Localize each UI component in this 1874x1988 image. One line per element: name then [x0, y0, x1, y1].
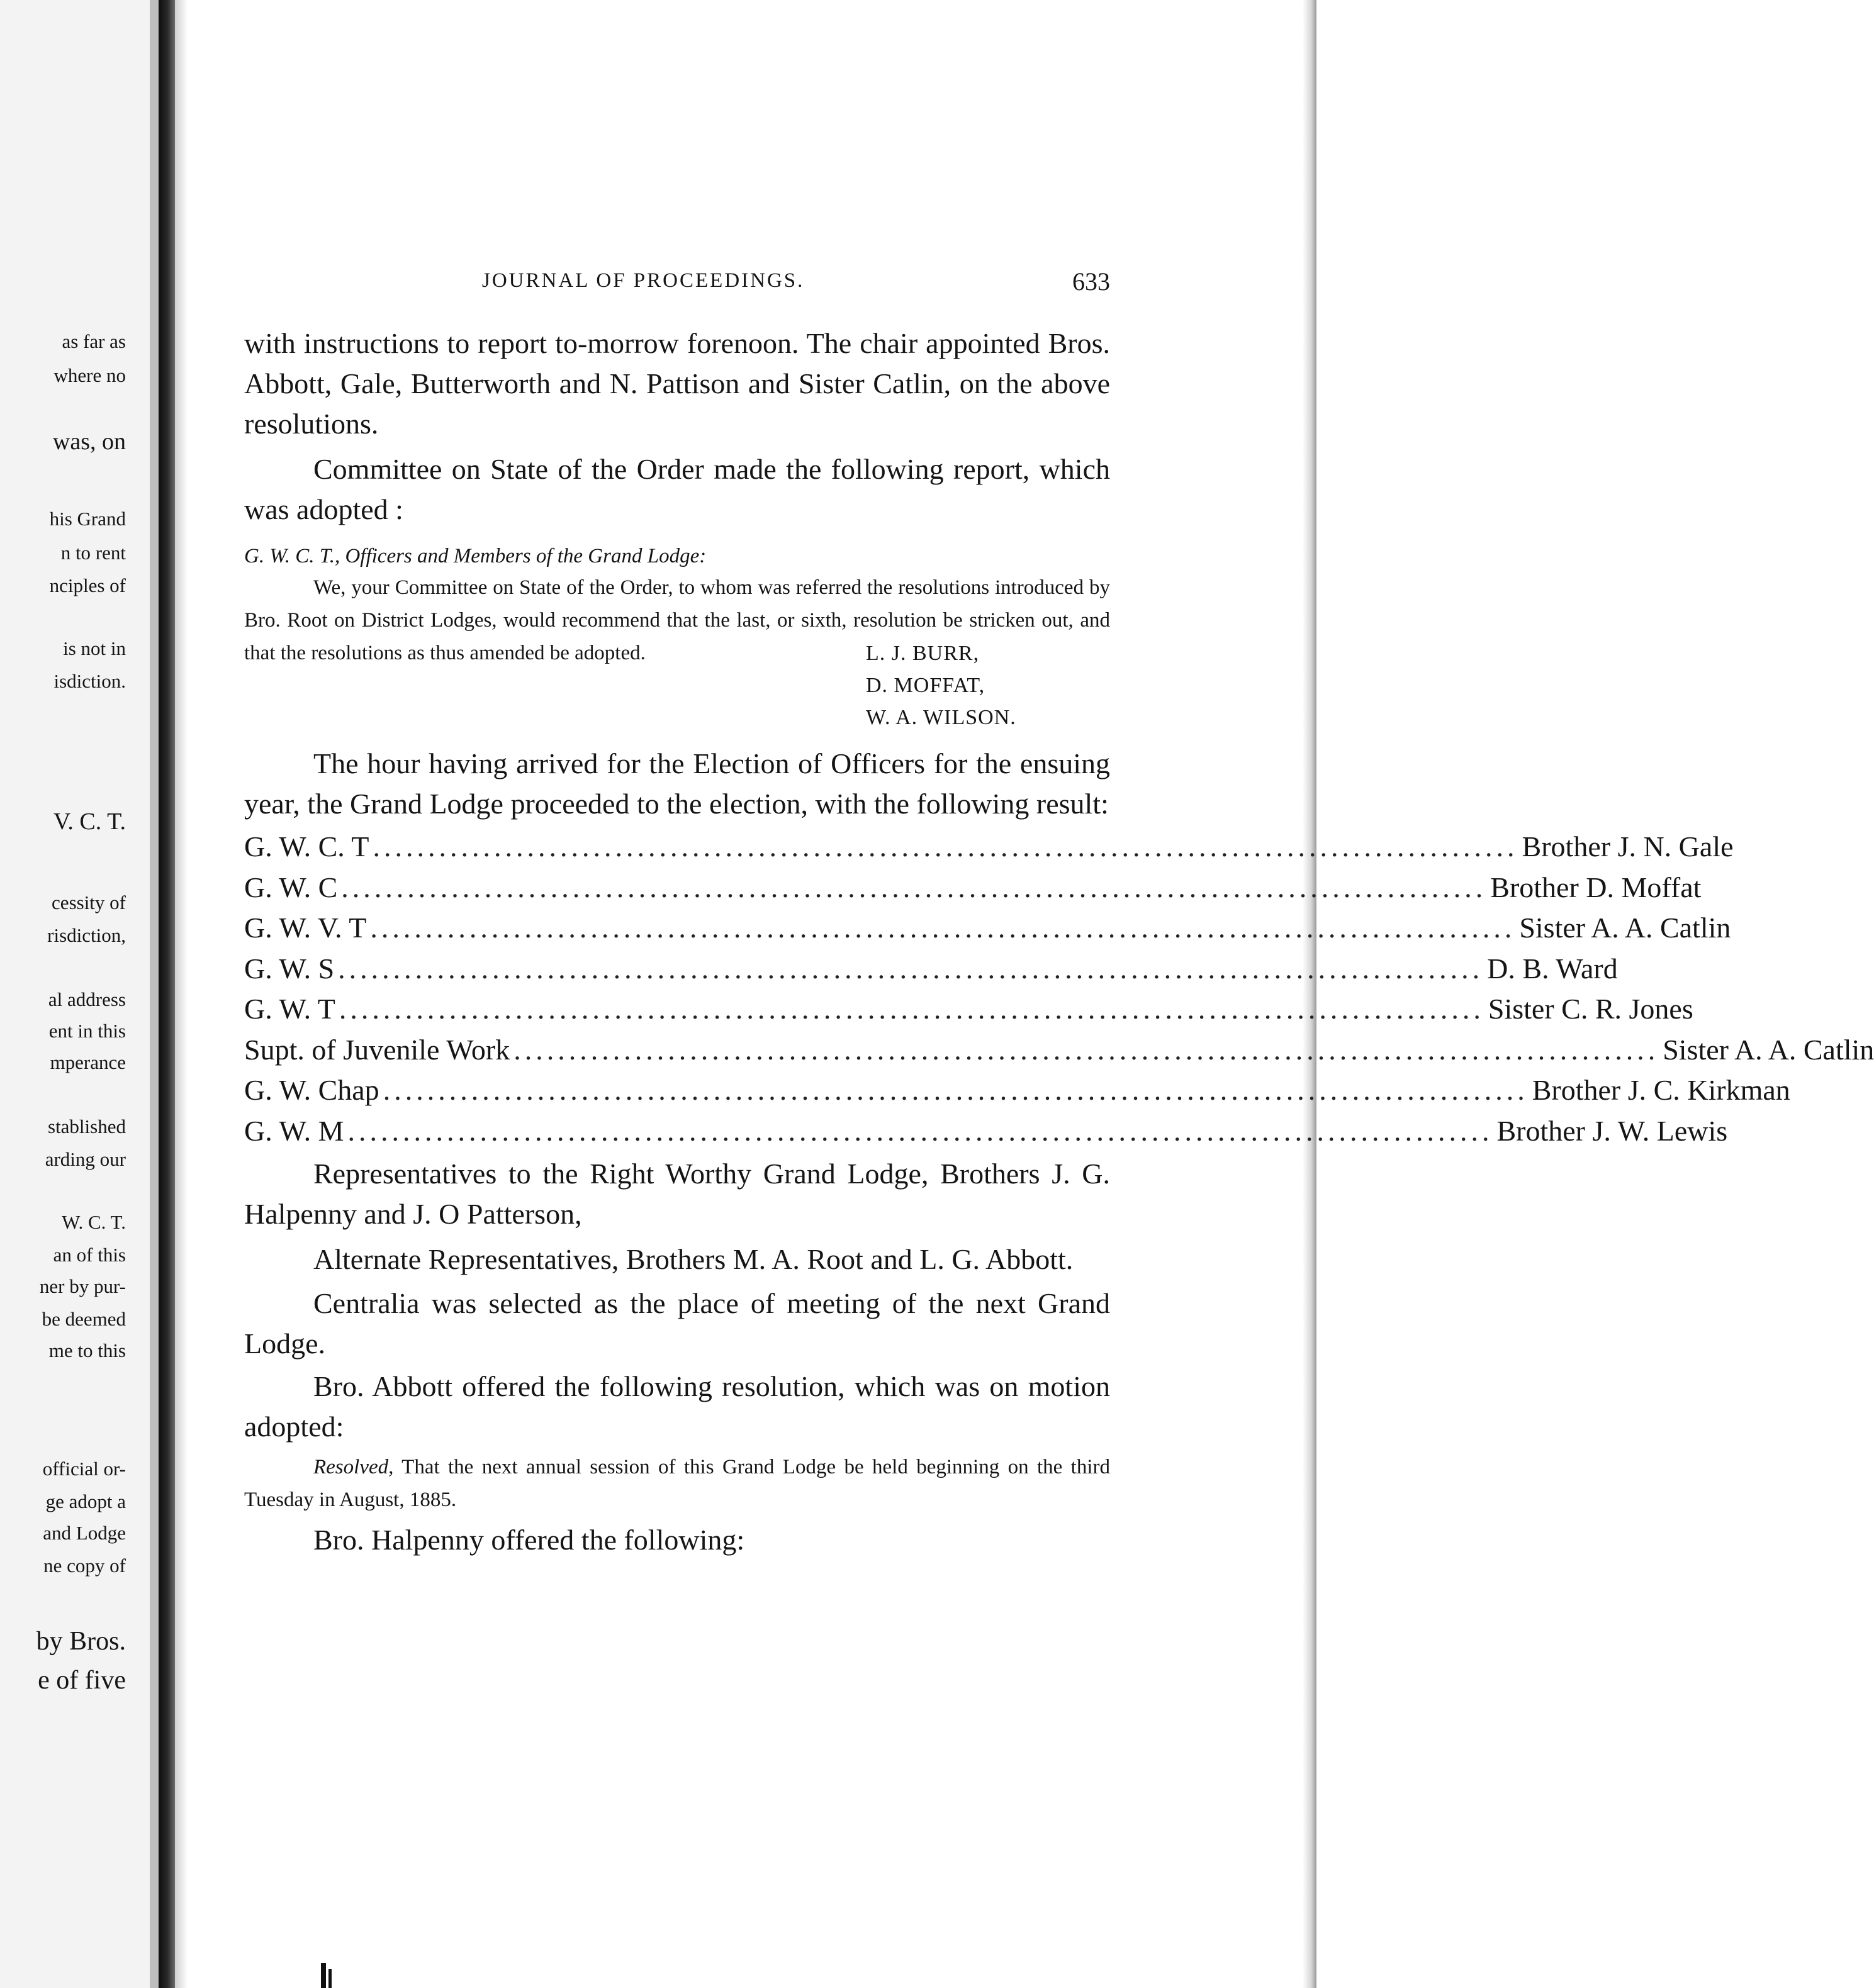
- officer-name: Sister A. A. Catlin: [1519, 912, 1731, 944]
- left-page-text-line: mperance: [50, 1051, 126, 1073]
- left-page-text-line: as far as: [62, 330, 126, 352]
- page-gutter-edge: [150, 0, 159, 1988]
- ink-mark: [321, 1963, 326, 1988]
- left-page-text-line: ne copy of: [43, 1555, 126, 1577]
- left-page-text-line: where no: [53, 364, 126, 386]
- ink-mark: [328, 1969, 332, 1988]
- officer-row: [244, 989, 1693, 1030]
- book-gutter: [159, 0, 175, 1988]
- left-page-text-line: cessity of: [52, 891, 126, 913]
- left-page-fragment: [0, 0, 159, 1988]
- officers-list: [244, 827, 1874, 1151]
- left-page-text-line: isdiction.: [53, 670, 126, 692]
- paragraph-meeting-place: Centralia was selected as the place of meeting of the next Grand Lodge.: [244, 1287, 1110, 1360]
- officer-row: [244, 949, 1618, 990]
- report-text: We, your Committee on State of the Order, to whom was referred the resolutions introduced by Bro. Root on District Lodges, would recommend that the last, or sixth, resolution be stricken out, and that the resolutions as thus amended be adopted.: [244, 576, 1110, 664]
- resolution-text: That the next annual session of this Grand Lodge be held beginning on the third Tuesday in August, 1885.: [244, 1456, 1111, 1511]
- officer-name: Sister A. A. Catlin: [1663, 1033, 1874, 1066]
- left-page-text-line: e of five: [38, 1666, 126, 1695]
- left-page-text-line: al address: [48, 988, 126, 1010]
- left-page-text-line: n to rent: [60, 542, 126, 564]
- left-page-text-line: ge adopt a: [45, 1490, 126, 1512]
- left-page-text-line: ent in this: [48, 1020, 126, 1042]
- signature-burr: L. J. BURR,: [866, 642, 980, 665]
- left-page-text-line: be deemed: [42, 1308, 126, 1330]
- left-page-text-line: nciples of: [49, 574, 126, 596]
- officer-name: Sister C. R. Jones: [1488, 993, 1693, 1025]
- paragraph-halpenny: Bro. Halpenny offered the following:: [313, 1524, 745, 1556]
- officer-title: G. W. V. T: [244, 912, 367, 944]
- officer-title: Supt. of Juvenile Work: [244, 1033, 510, 1066]
- officer-row: [244, 868, 1702, 908]
- left-page-text-line: arding our: [45, 1148, 126, 1170]
- officer-name: Brother J. W. Lewis: [1496, 1114, 1728, 1147]
- left-page-text-line: is not in: [63, 637, 126, 659]
- officer-title: G. W. T: [244, 993, 335, 1025]
- gutter-shadow: [175, 0, 188, 1988]
- left-page-text-line: his Grand: [49, 508, 126, 530]
- dot-leader: ........................................................................................................: [383, 1074, 1529, 1106]
- signature-wilson: W. A. WILSON.: [866, 706, 1016, 729]
- left-page-text-line: V. C. T.: [53, 808, 126, 835]
- officer-name: D. B. Ward: [1487, 952, 1618, 985]
- left-page-text-line: and Lodge: [43, 1522, 126, 1544]
- paragraph-representatives: Representatives to the Right Worthy Grand Lodge, Brothers J. G. Halpenny and J. O Patterson,: [244, 1158, 1110, 1230]
- dot-leader: ........................................................................................................: [373, 830, 1518, 863]
- officer-title: G. W. Chap: [244, 1074, 379, 1106]
- dot-leader: ........................................................................................................: [338, 952, 1484, 985]
- dot-leader: ........................................................................................................: [347, 1114, 1493, 1147]
- paragraph-abbott-resolution: Bro. Abbott offered the following resolution, which was on motion adopted:: [244, 1370, 1110, 1443]
- officer-row: [244, 1111, 1728, 1152]
- running-title: JOURNAL OF PROCEEDINGS.: [482, 269, 805, 292]
- left-page-text-line: by Bros.: [36, 1627, 126, 1656]
- officer-name: Brother J. N. Gale: [1522, 830, 1734, 863]
- left-page-text-line: official or-: [42, 1458, 126, 1480]
- left-page-text-line: stablished: [48, 1115, 126, 1137]
- left-page-text-line: risdiction,: [47, 924, 126, 946]
- paragraph-continuation: with instructions to report to-morrow forenoon. The chair appointed Bros. Abbott, Gale, Butterworth and N. Pattison and Sister Catlin, on the above resolutions.: [244, 327, 1110, 440]
- left-page-text-line: W. C. T.: [62, 1211, 126, 1233]
- resolution: [244, 1451, 1110, 1516]
- officer-row: [244, 1030, 1874, 1071]
- officer-title: G. W. C. T: [244, 830, 369, 863]
- paragraph-election: The hour having arrived for the Election of Officers for the ensuing year, the Grand Lodge proceeded to the election, with the following result:: [244, 747, 1110, 820]
- paragraph-alternates: Alternate Representatives, Brothers M. A. Root and L. G. Abbott.: [313, 1243, 1074, 1275]
- left-page-text-line: ner by pur-: [39, 1275, 126, 1297]
- officer-title: G. W. C: [244, 871, 338, 903]
- officer-name: Brother D. Moffat: [1490, 871, 1702, 903]
- officer-row: [244, 908, 1731, 949]
- officer-row: [244, 1070, 1790, 1111]
- dot-leader: ........................................................................................................: [370, 912, 1516, 944]
- dot-leader: ........................................................................................................: [339, 993, 1484, 1025]
- running-header: [293, 269, 1110, 307]
- left-page-text-line: an of this: [53, 1244, 126, 1266]
- paragraph-committee-report-intro: Committee on State of the Order made the following report, which was adopted :: [244, 453, 1110, 525]
- dot-leader: ........................................................................................................: [341, 871, 1487, 903]
- officer-title: G. W. S: [244, 952, 335, 985]
- committee-report: [244, 541, 1110, 734]
- left-page-text-line: was, on: [52, 428, 126, 455]
- page-body: [244, 323, 1874, 1560]
- page-number: 633: [1072, 267, 1110, 296]
- dot-leader: ........................................................................................................: [513, 1033, 1659, 1066]
- officer-title: G. W. M: [244, 1114, 344, 1147]
- resolved-label: Resolved,: [313, 1456, 394, 1478]
- signature-moffat: D. MOFFAT,: [866, 674, 985, 697]
- report-signatures: [866, 642, 1110, 734]
- officer-name: Brother J. C. Kirkman: [1532, 1074, 1790, 1106]
- officer-row: [244, 827, 1734, 868]
- report-salutation: G. W. C. T., Officers and Members of the Grand Lodge:: [244, 545, 707, 567]
- left-page-text-line: me to this: [48, 1339, 126, 1361]
